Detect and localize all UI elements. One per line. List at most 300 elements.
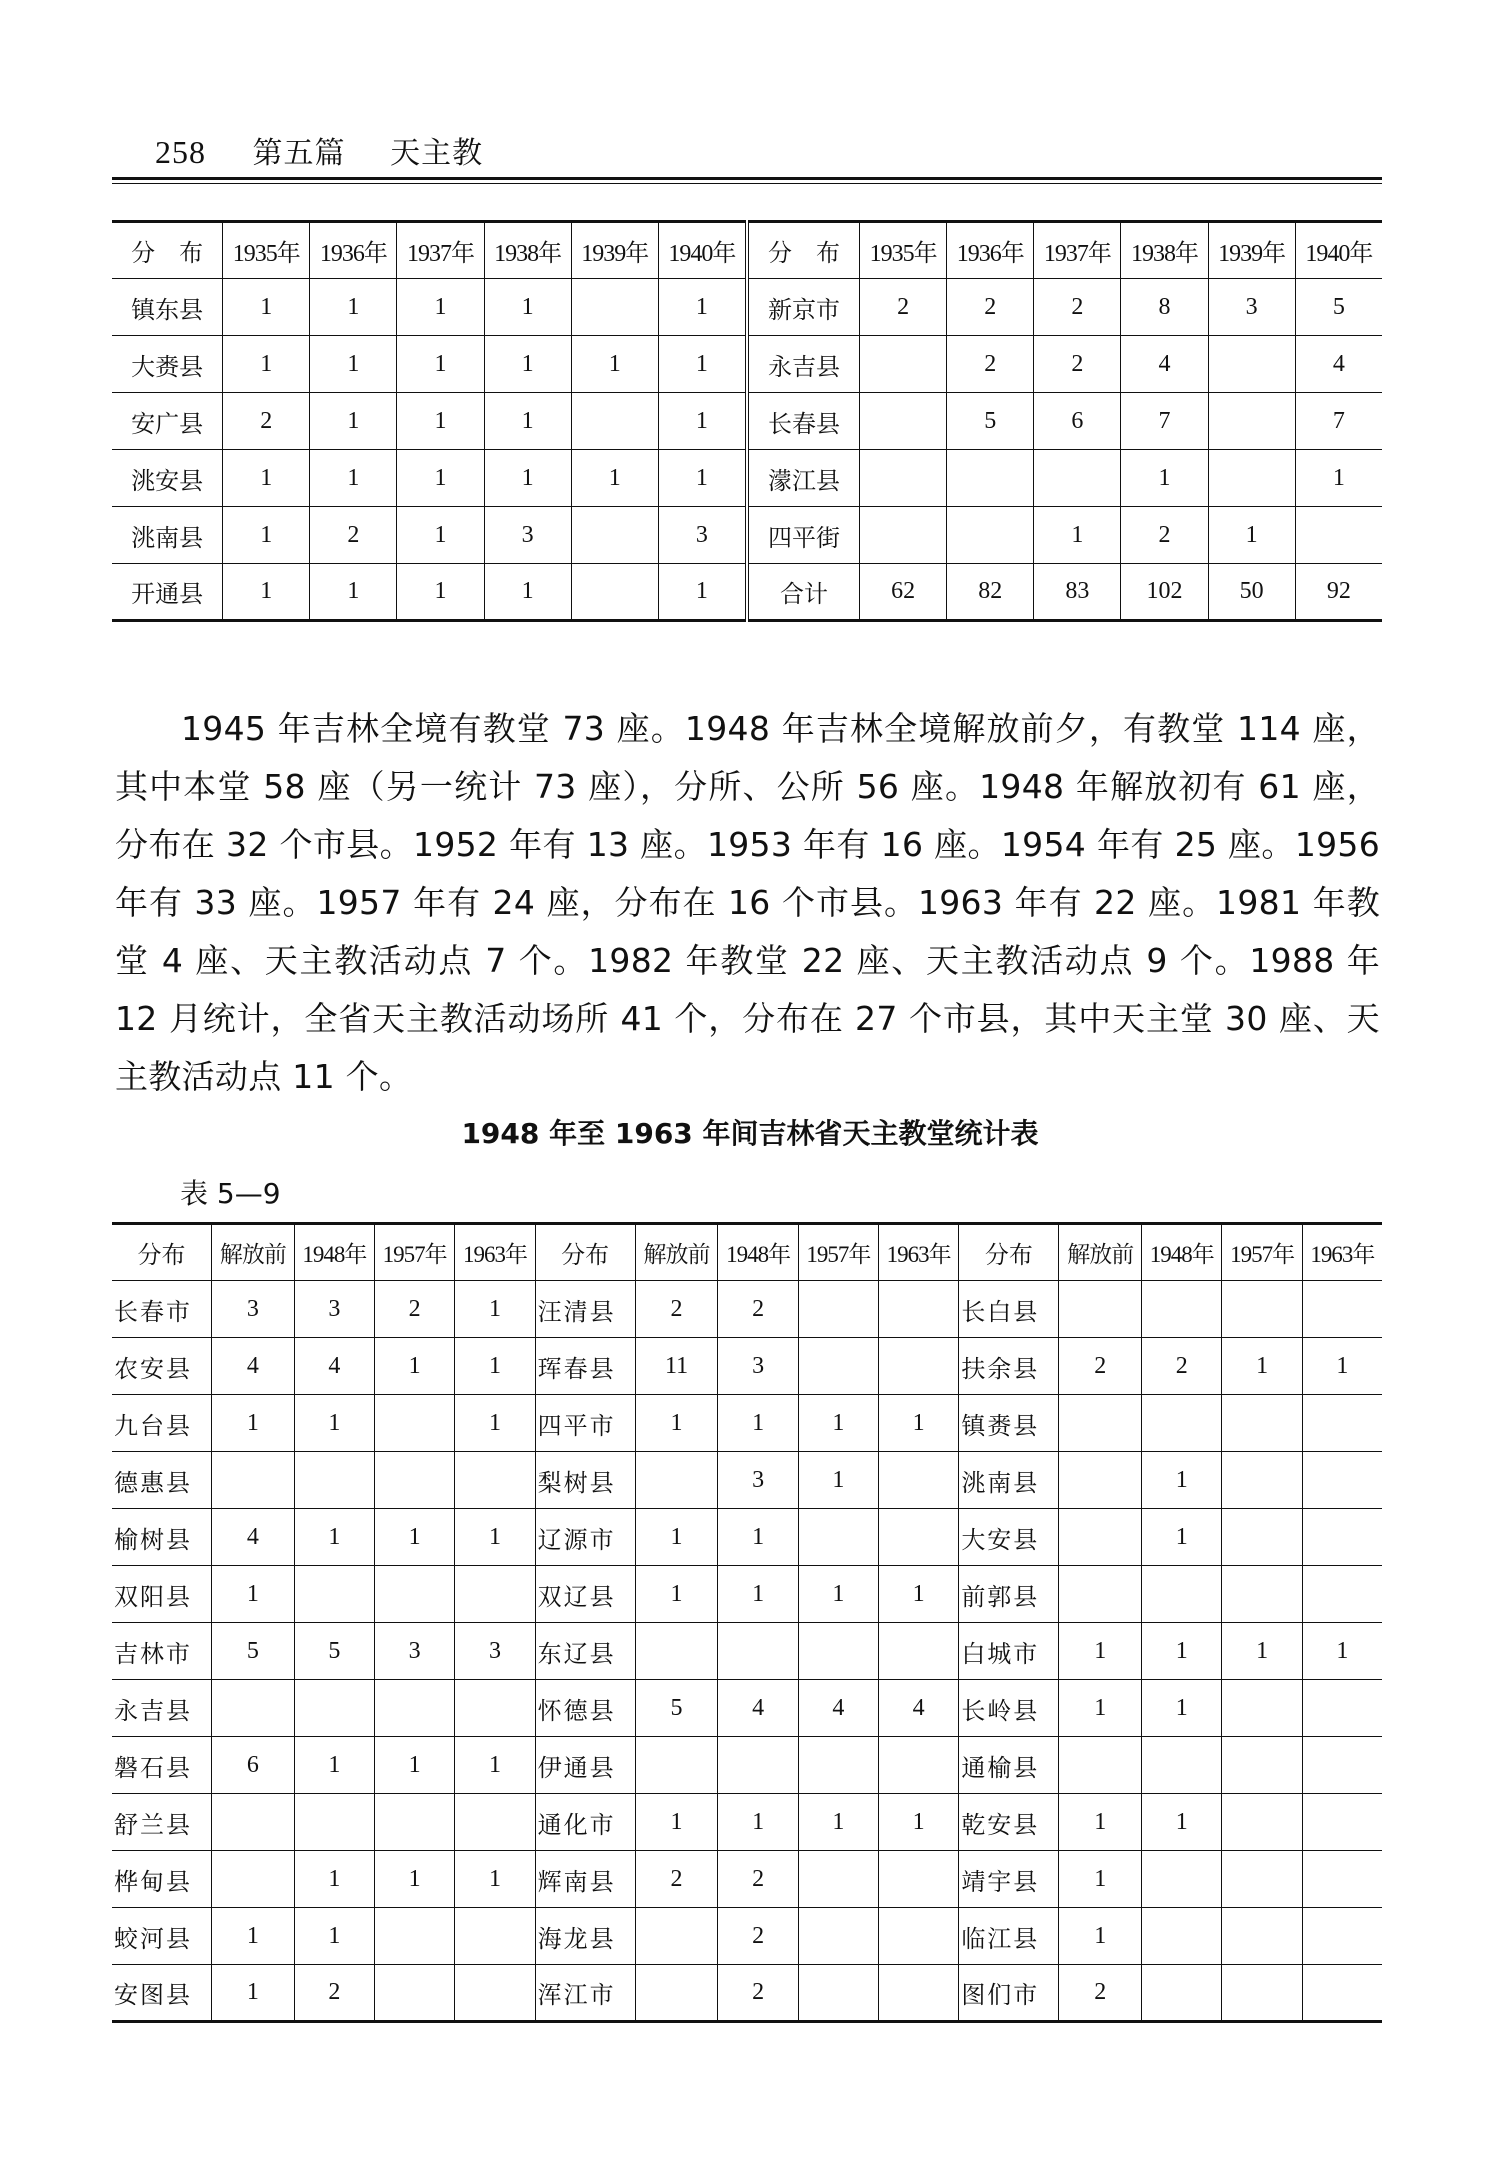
count-cell xyxy=(1302,1509,1382,1566)
count-cell xyxy=(1295,507,1382,564)
count-cell: 1 xyxy=(658,450,747,507)
column-header-period: 1957年 xyxy=(375,1224,455,1281)
count-cell: 1 xyxy=(455,1851,535,1908)
count-cell: 1 xyxy=(310,393,397,450)
count-cell: 3 xyxy=(718,1452,798,1509)
table-row xyxy=(112,507,1382,564)
count-cell: 1 xyxy=(397,507,484,564)
table-title: 1948 年至 1963 年间吉林省天主教堂统计表 xyxy=(461,1117,1039,1150)
count-cell: 5 xyxy=(947,393,1034,450)
count-cell xyxy=(1142,1566,1222,1623)
region-name-cell: 农安县 xyxy=(112,1338,211,1395)
column-header-distribution: 分 布 xyxy=(112,222,223,279)
count-cell: 2 xyxy=(310,507,397,564)
table-row xyxy=(112,1851,1382,1908)
region-name-cell: 洮南县 xyxy=(112,507,223,564)
count-cell: 1 xyxy=(718,1509,798,1566)
table-header-row xyxy=(112,1224,1382,1281)
count-cell xyxy=(798,1338,878,1395)
table-row xyxy=(112,1623,1382,1680)
count-cell: 1 xyxy=(718,1395,798,1452)
column-header-year: 1939年 xyxy=(571,222,658,279)
count-cell xyxy=(455,1452,535,1509)
count-cell: 1 xyxy=(879,1566,959,1623)
count-cell: 1 xyxy=(718,1794,798,1851)
count-cell: 1 xyxy=(484,450,571,507)
column-header-period: 解放前 xyxy=(211,1224,294,1281)
table-row xyxy=(112,450,1382,507)
count-cell xyxy=(879,1851,959,1908)
count-cell xyxy=(1059,1509,1142,1566)
region-name-cell: 通榆县 xyxy=(959,1737,1059,1794)
count-cell: 2 xyxy=(860,279,947,336)
region-name-cell: 四平市 xyxy=(535,1395,635,1452)
column-header-year: 1936年 xyxy=(947,222,1034,279)
count-cell: 1 xyxy=(658,393,747,450)
count-cell: 1 xyxy=(310,450,397,507)
count-cell: 11 xyxy=(635,1338,718,1395)
column-header-period: 1957年 xyxy=(1222,1224,1302,1281)
count-cell xyxy=(375,1794,455,1851)
column-header-period: 解放前 xyxy=(635,1224,718,1281)
count-cell: 1 xyxy=(375,1737,455,1794)
count-cell xyxy=(455,1965,535,2022)
count-cell xyxy=(375,1395,455,1452)
count-cell xyxy=(879,1737,959,1794)
count-cell: 1 xyxy=(1059,1623,1142,1680)
region-name-cell: 梨树县 xyxy=(535,1452,635,1509)
count-cell: 4 xyxy=(718,1680,798,1737)
region-name-cell: 榆树县 xyxy=(112,1509,211,1566)
church-distribution-table-1935-1940 xyxy=(112,220,1382,622)
count-cell xyxy=(1302,1851,1382,1908)
count-cell: 5 xyxy=(635,1680,718,1737)
count-cell: 1 xyxy=(375,1509,455,1566)
count-cell: 83 xyxy=(1034,564,1121,621)
count-cell: 4 xyxy=(1295,336,1382,393)
count-cell xyxy=(571,507,658,564)
count-cell: 2 xyxy=(375,1281,455,1338)
count-cell: 1 xyxy=(484,336,571,393)
count-cell: 1 xyxy=(223,336,310,393)
count-cell: 1 xyxy=(571,336,658,393)
count-cell: 7 xyxy=(1295,393,1382,450)
count-cell: 1 xyxy=(658,336,747,393)
count-cell xyxy=(1142,1395,1222,1452)
count-cell xyxy=(947,507,1034,564)
header-rule-thin xyxy=(112,183,1382,184)
count-cell: 1 xyxy=(1059,1851,1142,1908)
region-name-cell: 九台县 xyxy=(112,1395,211,1452)
count-cell: 102 xyxy=(1121,564,1208,621)
count-cell: 1 xyxy=(455,1395,535,1452)
table-row xyxy=(112,336,1382,393)
count-cell: 4 xyxy=(879,1680,959,1737)
count-cell: 1 xyxy=(1059,1680,1142,1737)
count-cell xyxy=(211,1680,294,1737)
count-cell xyxy=(1059,1281,1142,1338)
count-cell xyxy=(1302,1566,1382,1623)
count-cell xyxy=(860,450,947,507)
count-cell: 1 xyxy=(294,1737,374,1794)
count-cell: 4 xyxy=(798,1680,878,1737)
count-cell: 1 xyxy=(455,1737,535,1794)
region-name-cell: 海龙县 xyxy=(535,1908,635,1965)
count-cell: 5 xyxy=(294,1623,374,1680)
count-cell: 1 xyxy=(223,279,310,336)
region-name-cell: 长春市 xyxy=(112,1281,211,1338)
count-cell xyxy=(718,1623,798,1680)
count-cell xyxy=(1059,1452,1142,1509)
count-cell: 7 xyxy=(1121,393,1208,450)
count-cell: 1 xyxy=(397,279,484,336)
region-name-cell: 永吉县 xyxy=(747,336,860,393)
count-cell: 1 xyxy=(1121,450,1208,507)
count-cell: 3 xyxy=(1208,279,1295,336)
region-name-cell: 大安县 xyxy=(959,1509,1059,1566)
count-cell xyxy=(1222,1395,1302,1452)
count-cell xyxy=(1142,1281,1222,1338)
count-cell xyxy=(375,1965,455,2022)
count-cell: 4 xyxy=(211,1509,294,1566)
table-row xyxy=(112,1281,1382,1338)
column-header-distribution: 分 布 xyxy=(747,222,860,279)
count-cell xyxy=(798,1851,878,1908)
count-cell xyxy=(1302,1281,1382,1338)
count-cell xyxy=(860,336,947,393)
count-cell xyxy=(879,1281,959,1338)
count-cell xyxy=(1142,1965,1222,2022)
table-row xyxy=(112,564,1382,621)
table-row xyxy=(112,279,1382,336)
count-cell: 1 xyxy=(1142,1623,1222,1680)
column-header-year: 1935年 xyxy=(860,222,947,279)
column-header-year: 1936年 xyxy=(310,222,397,279)
section-title: 第五篇 xyxy=(252,136,346,171)
count-cell: 2 xyxy=(718,1851,798,1908)
table-row xyxy=(112,1908,1382,1965)
region-name-cell: 大赉县 xyxy=(112,336,223,393)
region-name-cell: 四平街 xyxy=(747,507,860,564)
region-name-cell: 安图县 xyxy=(112,1965,211,2022)
running-header xyxy=(155,128,483,172)
count-cell: 2 xyxy=(1034,279,1121,336)
count-cell: 1 xyxy=(1302,1338,1382,1395)
count-cell: 1 xyxy=(1059,1794,1142,1851)
count-cell xyxy=(1302,1395,1382,1452)
column-header-year: 1940年 xyxy=(1295,222,1382,279)
count-cell: 1 xyxy=(310,279,397,336)
count-cell xyxy=(879,1908,959,1965)
count-cell xyxy=(1059,1395,1142,1452)
count-cell xyxy=(211,1452,294,1509)
table-row xyxy=(112,1509,1382,1566)
count-cell: 1 xyxy=(1059,1908,1142,1965)
count-cell: 2 xyxy=(718,1965,798,2022)
count-cell: 1 xyxy=(1222,1338,1302,1395)
count-cell: 1 xyxy=(294,1509,374,1566)
count-cell xyxy=(1302,1965,1382,2022)
column-header-year: 1937年 xyxy=(1034,222,1121,279)
count-cell xyxy=(1034,450,1121,507)
church-statistics-table-1948-1963 xyxy=(112,1222,1382,2023)
region-name-cell: 镇赉县 xyxy=(959,1395,1059,1452)
count-cell: 2 xyxy=(1034,336,1121,393)
column-header-period: 解放前 xyxy=(1059,1224,1142,1281)
count-cell: 1 xyxy=(635,1509,718,1566)
count-cell: 6 xyxy=(211,1737,294,1794)
region-name-cell: 靖宇县 xyxy=(959,1851,1059,1908)
count-cell xyxy=(635,1452,718,1509)
count-cell: 1 xyxy=(798,1794,878,1851)
count-cell: 1 xyxy=(1142,1452,1222,1509)
region-name-cell: 东辽县 xyxy=(535,1623,635,1680)
count-cell xyxy=(375,1452,455,1509)
count-cell: 2 xyxy=(635,1281,718,1338)
column-header-period: 1957年 xyxy=(798,1224,878,1281)
region-name-cell: 伊通县 xyxy=(535,1737,635,1794)
count-cell xyxy=(1302,1452,1382,1509)
count-cell: 1 xyxy=(294,1395,374,1452)
count-cell: 2 xyxy=(1059,1965,1142,2022)
count-cell: 1 xyxy=(223,450,310,507)
count-cell xyxy=(571,393,658,450)
count-cell: 4 xyxy=(294,1338,374,1395)
count-cell xyxy=(1302,1737,1382,1794)
region-name-cell: 白城市 xyxy=(959,1623,1059,1680)
table-row xyxy=(112,393,1382,450)
region-name-cell: 磐石县 xyxy=(112,1737,211,1794)
count-cell xyxy=(879,1338,959,1395)
region-name-cell: 镇东县 xyxy=(112,279,223,336)
count-cell: 3 xyxy=(718,1338,798,1395)
table-row xyxy=(112,1680,1382,1737)
column-header-period: 1963年 xyxy=(1302,1224,1382,1281)
count-cell xyxy=(798,1509,878,1566)
count-cell xyxy=(1222,1794,1302,1851)
count-cell: 1 xyxy=(397,336,484,393)
region-name-cell: 长岭县 xyxy=(959,1680,1059,1737)
count-cell xyxy=(798,1737,878,1794)
paragraph-text: 1945 年吉林全境有教堂 73 座。1948 年吉林全境解放前夕，有教堂 114 座，其中本堂 58 座（另一统计 73 座），分所、公所 56 座。1948 年解放初有 61 座，分布在 32 个市县。1952 年有 13 座。1953 年有 16 座。1954 年有 25 座。1956 年有 33 座。1957 年有 24 座，分布在 16 个市县。1963 年有 22 座。1981 年教堂 4 座、天主教活动点 7 个。1982 年教堂 22 座、天主教活动点 9 个。1988 年 12 月统计，全省天主教活动场所 41 个，分布在 27 个市县，其中天主堂 30 座、天主教活动点 11 个。 xyxy=(115,709,1380,1096)
table-row xyxy=(112,1452,1382,1509)
count-cell: 2 xyxy=(1059,1338,1142,1395)
count-cell xyxy=(571,279,658,336)
count-cell: 8 xyxy=(1121,279,1208,336)
region-name-cell: 汪清县 xyxy=(535,1281,635,1338)
count-cell: 1 xyxy=(455,1281,535,1338)
count-cell xyxy=(860,507,947,564)
count-cell xyxy=(455,1794,535,1851)
region-name-cell: 辉南县 xyxy=(535,1851,635,1908)
count-cell: 82 xyxy=(947,564,1034,621)
count-cell xyxy=(860,393,947,450)
count-cell: 4 xyxy=(211,1338,294,1395)
count-cell: 92 xyxy=(1295,564,1382,621)
region-name-cell: 扶余县 xyxy=(959,1338,1059,1395)
count-cell xyxy=(455,1908,535,1965)
count-cell xyxy=(1142,1737,1222,1794)
count-cell xyxy=(1222,1737,1302,1794)
region-name-cell: 乾安县 xyxy=(959,1794,1059,1851)
count-cell: 1 xyxy=(211,1566,294,1623)
count-cell: 3 xyxy=(294,1281,374,1338)
count-cell xyxy=(1302,1794,1382,1851)
count-cell: 4 xyxy=(1121,336,1208,393)
count-cell: 1 xyxy=(455,1509,535,1566)
count-cell: 1 xyxy=(397,450,484,507)
column-header-distribution: 分布 xyxy=(959,1224,1059,1281)
count-cell: 1 xyxy=(484,393,571,450)
count-cell xyxy=(1142,1851,1222,1908)
region-name-cell: 蛟河县 xyxy=(112,1908,211,1965)
region-name-cell: 开通县 xyxy=(112,564,223,621)
count-cell xyxy=(798,1623,878,1680)
count-cell xyxy=(1222,1965,1302,2022)
count-cell: 2 xyxy=(718,1281,798,1338)
region-name-cell: 图们市 xyxy=(959,1965,1059,2022)
count-cell: 1 xyxy=(375,1338,455,1395)
count-cell: 1 xyxy=(223,507,310,564)
count-cell xyxy=(375,1908,455,1965)
region-name-cell: 舒兰县 xyxy=(112,1794,211,1851)
count-cell: 1 xyxy=(571,450,658,507)
count-cell: 5 xyxy=(1295,279,1382,336)
table-row xyxy=(112,1566,1382,1623)
column-header-year: 1935年 xyxy=(223,222,310,279)
column-header-period: 1963年 xyxy=(455,1224,535,1281)
count-cell xyxy=(1302,1680,1382,1737)
body-paragraph xyxy=(115,700,1380,1106)
count-cell xyxy=(1208,450,1295,507)
count-cell xyxy=(571,564,658,621)
count-cell: 3 xyxy=(658,507,747,564)
column-header-period: 1948年 xyxy=(718,1224,798,1281)
region-name-cell: 浑江市 xyxy=(535,1965,635,2022)
count-cell: 1 xyxy=(310,336,397,393)
count-cell xyxy=(1059,1566,1142,1623)
count-cell xyxy=(294,1452,374,1509)
column-header-period: 1948年 xyxy=(1142,1224,1222,1281)
column-header-year: 1938年 xyxy=(1121,222,1208,279)
region-name-cell: 临江县 xyxy=(959,1908,1059,1965)
count-cell: 50 xyxy=(1208,564,1295,621)
count-cell: 2 xyxy=(635,1851,718,1908)
count-cell xyxy=(375,1566,455,1623)
count-cell: 1 xyxy=(718,1566,798,1623)
count-cell: 1 xyxy=(658,564,747,621)
count-cell xyxy=(1222,1566,1302,1623)
region-name-cell: 新京市 xyxy=(747,279,860,336)
count-cell: 1 xyxy=(310,564,397,621)
region-name-cell: 永吉县 xyxy=(112,1680,211,1737)
count-cell: 1 xyxy=(223,564,310,621)
column-header-period: 1963年 xyxy=(879,1224,959,1281)
region-name-cell: 双辽县 xyxy=(535,1566,635,1623)
count-cell: 1 xyxy=(397,393,484,450)
count-cell xyxy=(1222,1851,1302,1908)
count-cell xyxy=(718,1737,798,1794)
count-cell: 1 xyxy=(1142,1680,1222,1737)
count-cell: 1 xyxy=(1142,1794,1222,1851)
count-cell: 2 xyxy=(1142,1338,1222,1395)
count-cell: 3 xyxy=(375,1623,455,1680)
count-cell: 1 xyxy=(211,1395,294,1452)
count-cell xyxy=(1222,1281,1302,1338)
region-name-cell: 桦甸县 xyxy=(112,1851,211,1908)
count-cell xyxy=(1222,1509,1302,1566)
count-cell: 1 xyxy=(798,1452,878,1509)
count-cell: 2 xyxy=(947,279,1034,336)
count-cell: 1 xyxy=(635,1794,718,1851)
column-header-period: 1948年 xyxy=(294,1224,374,1281)
count-cell xyxy=(798,1908,878,1965)
count-cell xyxy=(798,1965,878,2022)
count-cell: 1 xyxy=(294,1908,374,1965)
count-cell xyxy=(1208,336,1295,393)
region-name-cell: 辽源市 xyxy=(535,1509,635,1566)
table-row xyxy=(112,1794,1382,1851)
count-cell xyxy=(211,1794,294,1851)
column-header-year: 1938年 xyxy=(484,222,571,279)
column-header-year: 1940年 xyxy=(658,222,747,279)
count-cell xyxy=(635,1737,718,1794)
count-cell xyxy=(947,450,1034,507)
column-header-year: 1939年 xyxy=(1208,222,1295,279)
count-cell: 1 xyxy=(484,564,571,621)
table-row xyxy=(112,1395,1382,1452)
count-cell: 2 xyxy=(1121,507,1208,564)
region-name-cell: 通化市 xyxy=(535,1794,635,1851)
count-cell xyxy=(635,1623,718,1680)
count-cell: 1 xyxy=(455,1338,535,1395)
count-cell xyxy=(1302,1908,1382,1965)
region-name-cell: 珲春县 xyxy=(535,1338,635,1395)
count-cell xyxy=(635,1908,718,1965)
region-name-cell: 安广县 xyxy=(112,393,223,450)
count-cell xyxy=(879,1509,959,1566)
count-cell: 1 xyxy=(798,1395,878,1452)
count-cell: 1 xyxy=(1034,507,1121,564)
count-cell xyxy=(211,1851,294,1908)
count-cell: 2 xyxy=(947,336,1034,393)
count-cell: 1 xyxy=(484,279,571,336)
count-cell: 1 xyxy=(1208,507,1295,564)
count-cell: 1 xyxy=(375,1851,455,1908)
count-cell: 1 xyxy=(879,1395,959,1452)
count-cell: 1 xyxy=(294,1851,374,1908)
count-cell xyxy=(375,1680,455,1737)
count-cell: 1 xyxy=(879,1794,959,1851)
region-name-cell: 合计 xyxy=(747,564,860,621)
count-cell xyxy=(1222,1680,1302,1737)
column-header-year: 1937年 xyxy=(397,222,484,279)
region-name-cell: 吉林市 xyxy=(112,1623,211,1680)
table-row xyxy=(112,1737,1382,1794)
count-cell xyxy=(294,1680,374,1737)
region-name-cell: 长白县 xyxy=(959,1281,1059,1338)
region-name-cell: 洮安县 xyxy=(112,450,223,507)
region-name-cell: 怀德县 xyxy=(535,1680,635,1737)
column-header-distribution: 分布 xyxy=(535,1224,635,1281)
count-cell: 1 xyxy=(397,564,484,621)
table-row xyxy=(112,1965,1382,2022)
table-label: 表 5—9 xyxy=(180,1177,281,1210)
count-cell: 62 xyxy=(860,564,947,621)
count-cell: 3 xyxy=(484,507,571,564)
column-header-distribution: 分布 xyxy=(112,1224,211,1281)
count-cell xyxy=(879,1623,959,1680)
